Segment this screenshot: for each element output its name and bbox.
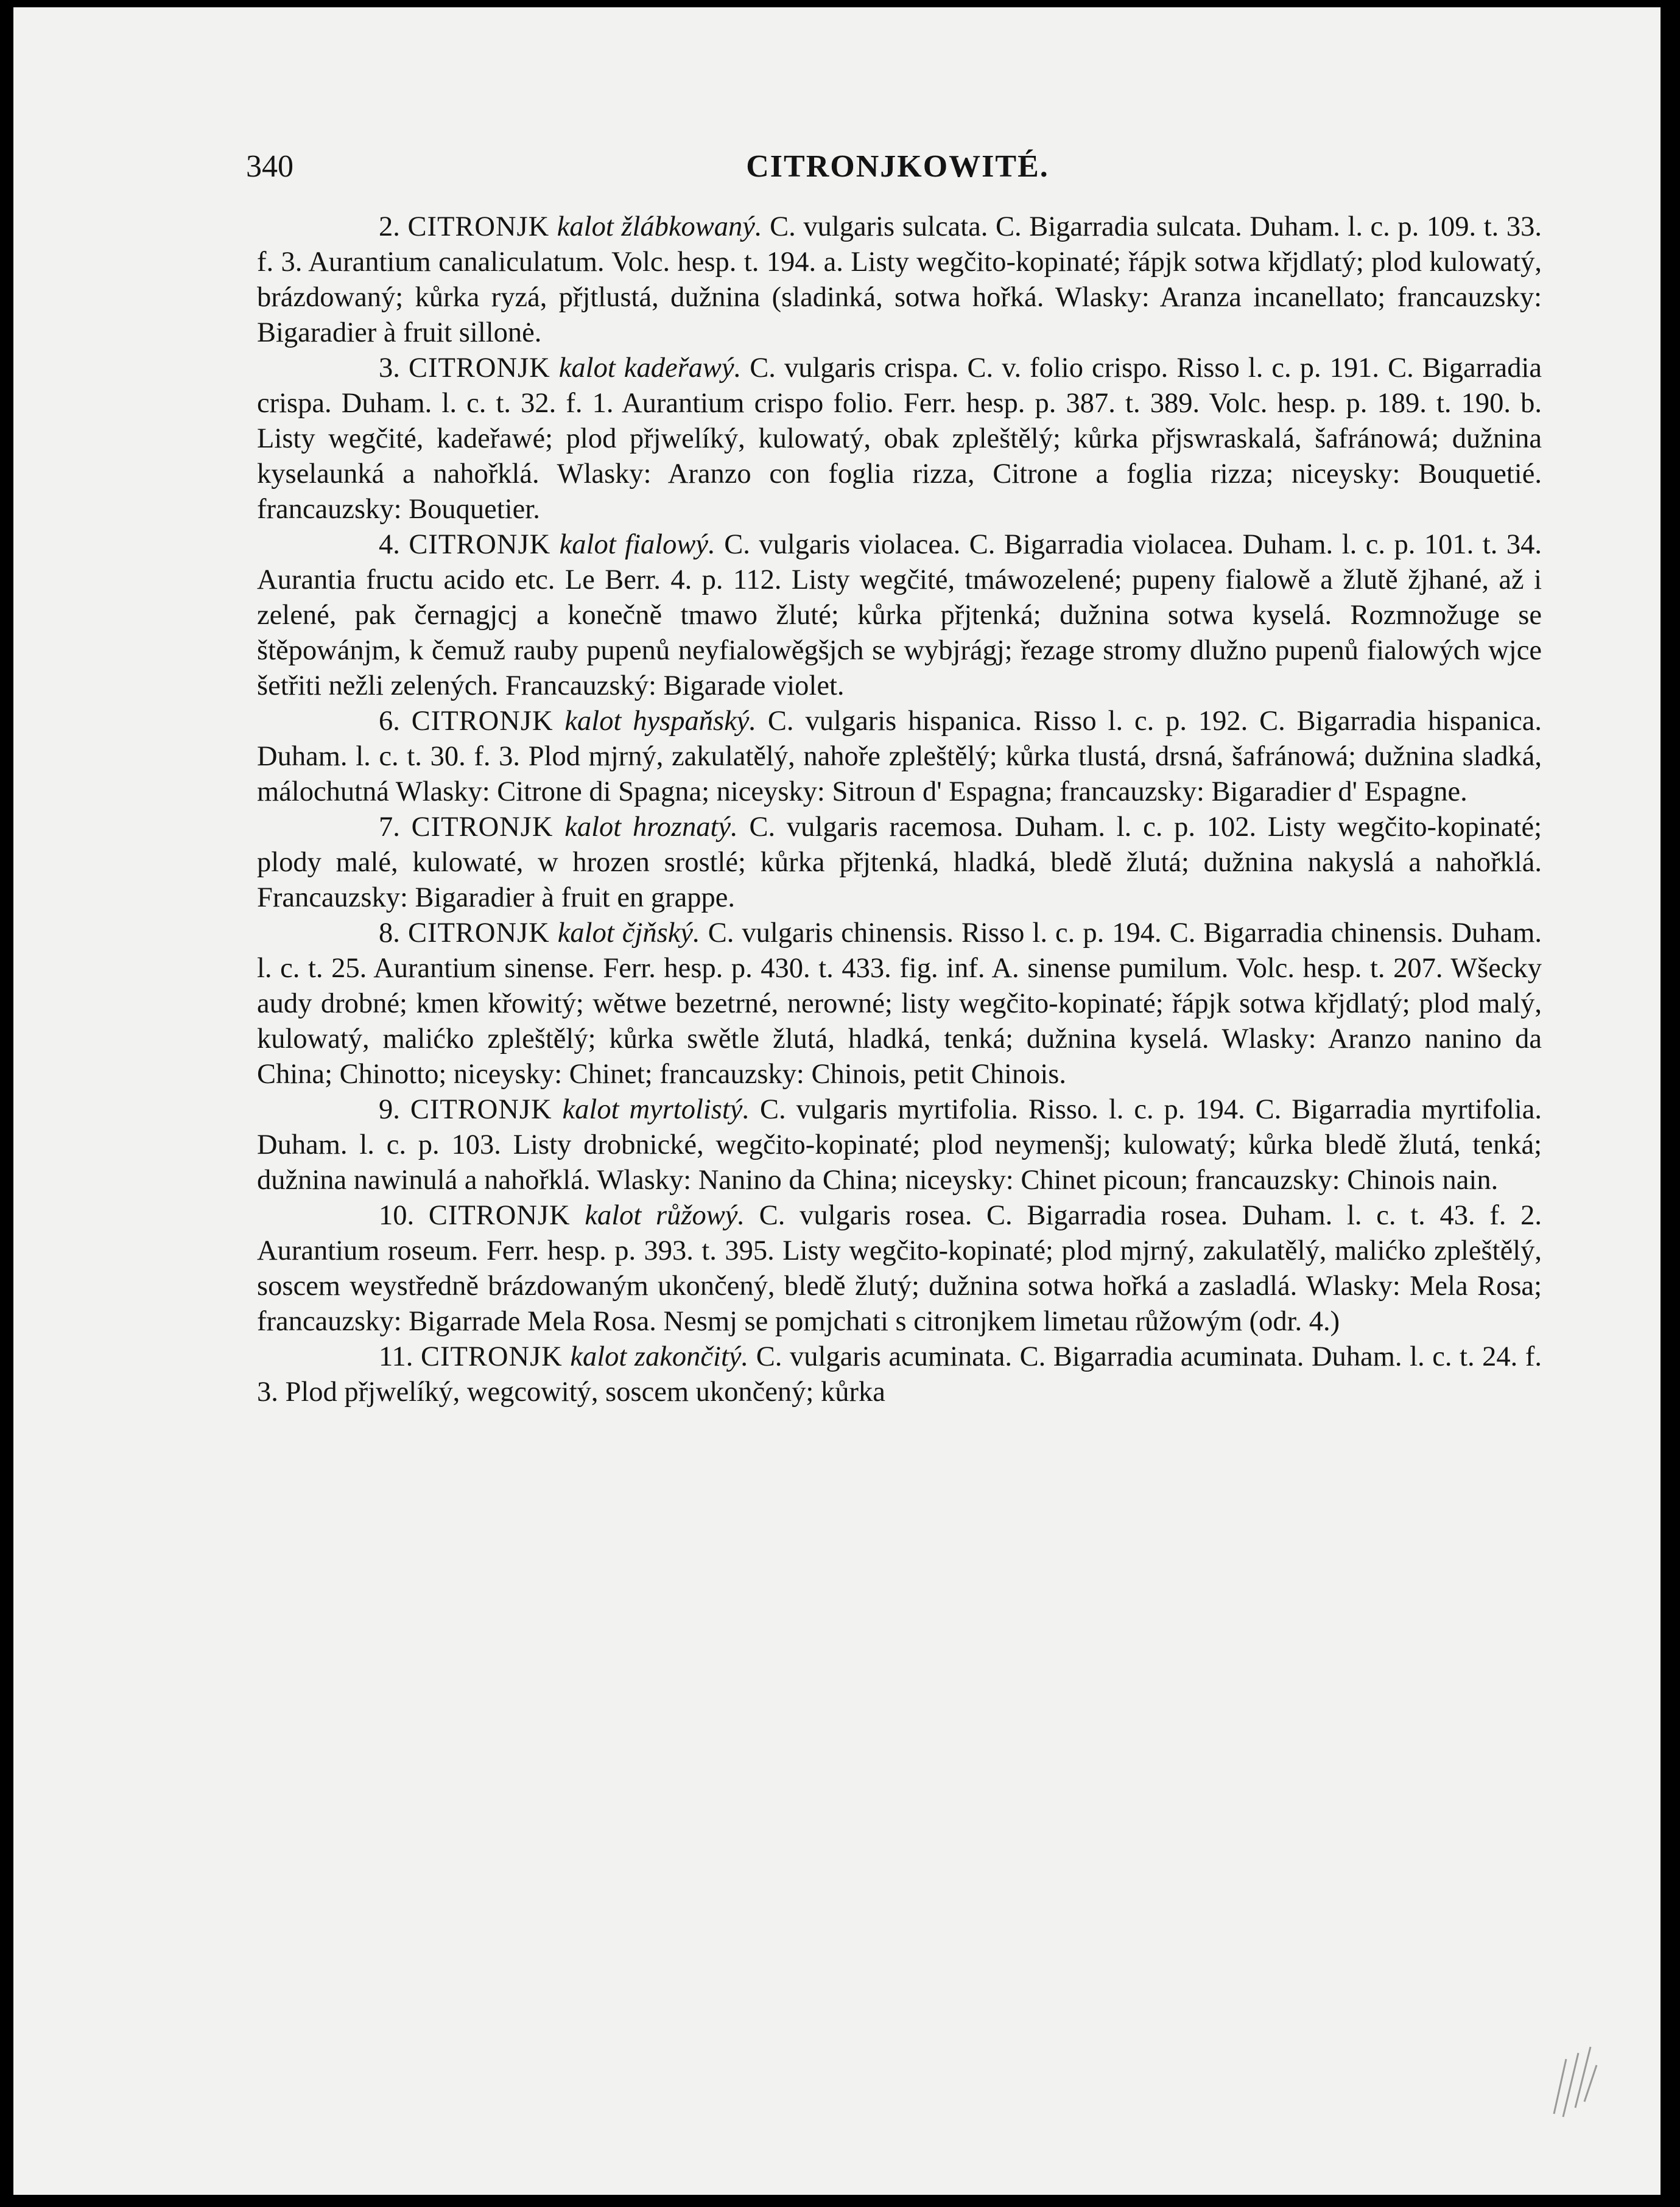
entry: 11. CITRONJK kalot zakončitý. C. vulgaris acuminata. C. Bigarradia acuminata. Duham. l. c. t. 24. f. 3. Plod přjwelíký, wegcowitý, soscem ukončený; kůrka [257, 1341, 1542, 1408]
entry: 6. CITRONJK kalot hyspaňský. C. vulgaris hispanica. Risso l. c. p. 192. C. Bigarradia hispanica. Duham. l. c. t. 30. f. 3. Plod mjrný, zakulatělý, nahoře zpleštělý; kůrka tlustá, drsná, šafránowá; dužnina sladká, málochutná Wlasky: Citrone di Spagna; niceysky: Sitroun d' Espagna; francauzsky: Bigaradier d' Espagne. [257, 706, 1542, 807]
entry: 7. CITRONJK kalot hroznatý. C. vulgaris racemosa. Duham. l. c. p. 102. Listy wegčito-kopinaté; plody malé, kulowaté, w hrozen srostlé; kůrka přjtenká, hladká, bledě žlutá; dužnina nakyslá a nahořklá. Francauzsky: Bigaradier à fruit en grappe. [257, 812, 1542, 913]
entry: 10. CITRONJK kalot růžowý. C. vulgaris rosea. C. Bigarradia rosea. Duham. l. c. t. 43. f. 2. Aurantium roseum. Ferr. hesp. p. 393. t. 395. Listy wegčito-kopinaté; plod mjrný, zakulatělý, malićko zpleštělý, soscem weystředně brázdowaným ukončený, bledě žlutý; dužnina sotwa hořká a zasladlá. Wlasky: Mela Rosa; francauzsky: Bigarrade Mela Rosa. Nesmj se pomjchati s citronjkem limetau růžowým (odr. 4.) [257, 1200, 1542, 1337]
entry: 4. CITRONJK kalot fialowý. C. vulgaris violacea. C. Bigarradia violacea. Duham. l. c. p. 101. t. 34. Aurantia fructu acido etc. Le Berr. 4. p. 112. Listy wegčité, tmáwozelené; pupeny fialowě a žlutě žjhané, až i zelené, pak černagjcj a konečně tmawo žluté; kůrka přjtenká; dužnina sotwa kyselá. Rozmnožuge se štěpowánjm, k čemuž rauby pupenů neyfialowěgšjch se wybjrágj; řezage stromy dlužno pupenů fialowých wjce šetřiti nežli zelených. Francauzský: Bigarade violet. [257, 529, 1542, 701]
entry: 8. CITRONJK kalot čjňský. C. vulgaris chinensis. Risso l. c. p. 194. C. Bigarradia chinensis. Duham. l. c. t. 25. Aurantium sinense. Ferr. hesp. p. 430. t. 433. fig. inf. A. sinense pumilum. Volc. hesp. t. 207. Wšecky audy drobné; kmen křowitý; wětwe bezetrné, nerowné; listy wegčito-kopinaté; řápjk sotwa křjdlatý; plod malý, kulowatý, malićko zpleštělý; kůrka swětle žlutá, hladká, tenká; dužnina kyselá. Wlasky: Aranzo nanino da China; Chinotto; niceysky: Chinet; francauzsky: Chinois, petit Chinois. [257, 918, 1542, 1090]
entry: 2. CITRONJK kalot žlábkowaný. C. vulgaris sulcata. C. Bigarradia sulcata. Duham. l. c. p. 109. t. 33. f. 3. Aurantium canaliculatum. Volc. hesp. t. 194. a. Listy wegčito-kopinaté; řápjk sotwa křjdlatý; plod kulowatý, brázdowaný; kůrka ryzá, přjtlustá, dužnina (sladinká, sotwa hořká. Wlasky: Aranza incanellato; francauzsky: Bigaradier à fruit sillonė. [257, 211, 1542, 348]
page-header [246, 149, 1549, 192]
entry: 3. CITRONJK kalot kadeřawý. C. vulgaris crispa. C. v. folio crispo. Risso l. c. p. 191. C. Bigarradia crispa. Duham. l. c. t. 32. f. 1. Aurantium crispo folio. Ferr. hesp. p. 387. t. 389. Volc. hesp. p. 189. t. 190. b. Listy wegčité, kadeřawé; plod přjwelíký, kulowatý, obak zpleštělý; kůrka přjswraskalá, šafránowá; dužnina kyselaunká a nahořklá. Wlasky: Aranzo con foglia rizza, Citrone a foglia rizza; niceysky: Bouquetié. francauzsky: Bouquetier. [257, 353, 1542, 525]
pencil-mark [1548, 2035, 1603, 2120]
running-head: CITRONJKOWITÉ. [746, 149, 1049, 184]
book-page [13, 7, 1661, 2195]
entry: 9. CITRONJK kalot myrtolistý. C. vulgaris myrtifolia. Risso. l. c. p. 194. C. Bigarradia myrtifolia. Duham. l. c. p. 103. Listy drobnické, wegčito-kopinaté; plod neymenšj; kulowatý; kůrka bledě žlutá, tenká; dužnina nawinulá a nahořklá. Wlasky: Nanino da China; niceysky: Chinet picoun; francauzsky: Chinois nain. [257, 1094, 1542, 1196]
body-text [257, 209, 1542, 1410]
page-number: 340 [246, 149, 293, 184]
